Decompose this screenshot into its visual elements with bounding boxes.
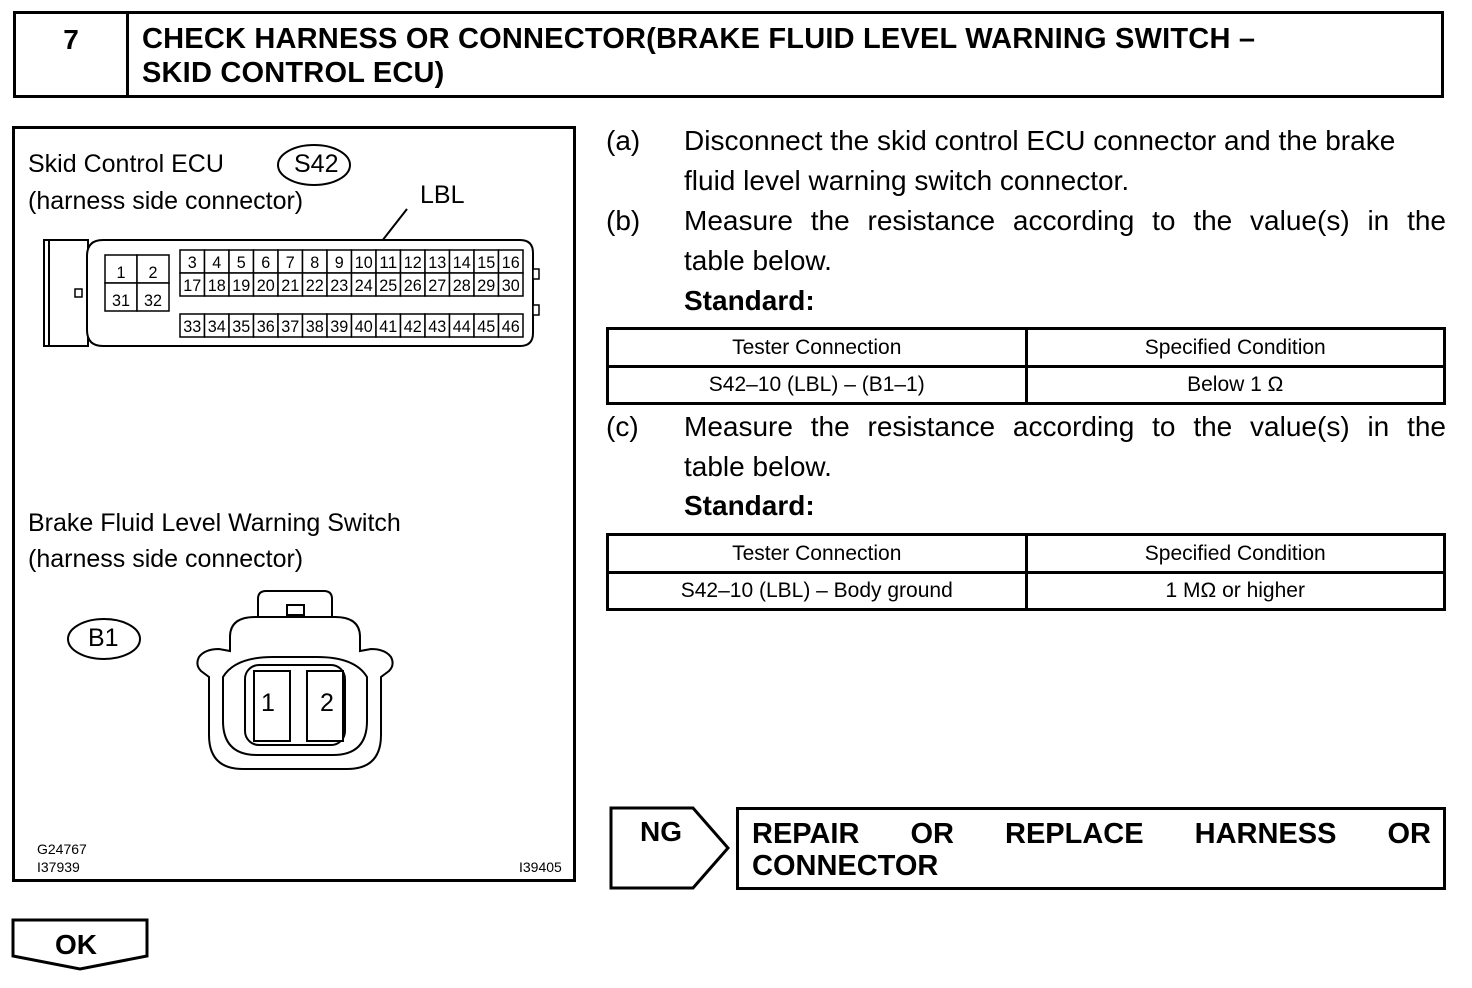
ecu-pin-45: 45 [477, 317, 496, 336]
ecu-pin-32: 32 [144, 291, 162, 310]
ecu-pin-12: 12 [403, 253, 422, 272]
ng-action-word-2: OR [910, 818, 954, 850]
ecu-pin-19: 19 [232, 276, 251, 295]
brake-switch-connector-shape [197, 591, 392, 769]
ecu-pin-23: 23 [330, 276, 349, 295]
ecu-harness-note: (harness side connector) [28, 187, 304, 215]
ecu-pin-37: 37 [281, 317, 300, 336]
step-c-line1: Measure the resistance according to the value(s) in the [684, 411, 1446, 442]
ecu-pin-6: 6 [261, 253, 271, 272]
ecu-pin-46: 46 [501, 317, 520, 336]
ref-code-i37939: I37939 [37, 859, 80, 875]
ng-action-word-4: HARNESS [1194, 818, 1337, 850]
table2-col2-header: Specified Condition [1026, 535, 1445, 573]
step-c-letter: (c) [606, 411, 639, 442]
ng-action-word-3: REPLACE [1005, 818, 1144, 850]
ng-action-word-1: REPAIR [752, 818, 860, 850]
step-b-line2: table below. [684, 245, 832, 276]
step-b-standard: Standard: [684, 285, 815, 316]
step-b-letter: (b) [606, 205, 641, 236]
step-a-line1: Disconnect the skid control ECU connector and the brake [684, 125, 1396, 156]
ecu-pin-17: 17 [183, 276, 202, 295]
step-title-line2: SKID CONTROL ECU) [142, 57, 445, 89]
switch-harness-note: (harness side connector) [28, 545, 304, 573]
ecu-pin-3: 3 [187, 253, 197, 272]
ecu-pin-1: 1 [116, 263, 126, 282]
ecu-pin-16: 16 [501, 253, 520, 272]
ecu-pin-21: 21 [281, 276, 300, 295]
switch-connector-code: B1 [88, 624, 119, 652]
connector-diagram [15, 129, 573, 879]
ecu-pin-5: 5 [236, 253, 246, 272]
ecu-pin-27: 27 [428, 276, 447, 295]
ecu-pin-13: 13 [428, 253, 447, 272]
ecu-pin-22: 22 [305, 276, 324, 295]
ecu-pin-39: 39 [330, 317, 349, 336]
ecu-pin-42: 42 [403, 317, 422, 336]
ecu-pin-11: 11 [379, 253, 398, 272]
spec-table-1 [606, 327, 1446, 405]
ecu-pin-35: 35 [232, 317, 251, 336]
ecu-pin-14: 14 [452, 253, 471, 272]
ng-action-word-5: OR [1387, 818, 1431, 850]
ecu-pin-26: 26 [403, 276, 422, 295]
ecu-pin-2: 2 [148, 263, 158, 282]
ecu-pin-8: 8 [310, 253, 320, 272]
ecu-pin-30: 30 [501, 276, 520, 295]
ok-label: OK [55, 929, 97, 960]
ng-action-line1 [752, 818, 1431, 850]
ecu-pin-43: 43 [428, 317, 447, 336]
ecu-pin-31: 31 [112, 291, 130, 310]
ecu-pin-29: 29 [477, 276, 496, 295]
ecu-pin-40: 40 [354, 317, 373, 336]
step-title-line1: CHECK HARNESS OR CONNECTOR(BRAKE FLUID LEVEL WARNING SWITCH – [142, 23, 1256, 55]
switch-pin-2: 2 [320, 689, 334, 717]
table2-row1-condition: 1 MΩ or higher [1026, 573, 1445, 610]
ecu-connector-code: S42 [294, 150, 339, 178]
ref-code-i39405: I39405 [519, 859, 562, 875]
table2-row1-connection: S42–10 (LBL) – Body ground [608, 573, 1027, 610]
switch-label: Brake Fluid Level Warning Switch [28, 509, 401, 537]
switch-pin-1: 1 [261, 689, 275, 717]
step-header [13, 11, 1444, 98]
ecu-pin-34: 34 [207, 317, 226, 336]
table1-col1-header: Tester Connection [608, 329, 1027, 367]
ecu-pin-24: 24 [354, 276, 373, 295]
connector-figure [12, 126, 576, 882]
ecu-pin-33: 33 [183, 317, 202, 336]
table1-row1-condition: Below 1 Ω [1026, 367, 1445, 404]
ecu-pin-18: 18 [207, 276, 226, 295]
table1-col2-header: Specified Condition [1026, 329, 1445, 367]
ecu-pin-15: 15 [477, 253, 496, 272]
table2-col1-header: Tester Connection [608, 535, 1027, 573]
ecu-pin-20: 20 [256, 276, 275, 295]
ecu-label: Skid Control ECU [28, 150, 224, 178]
ng-action-line2: CONNECTOR [752, 850, 939, 882]
spec-table-2 [606, 533, 1446, 611]
step-title [129, 14, 1441, 95]
table1-row1-connection: S42–10 (LBL) – (B1–1) [608, 367, 1027, 404]
ecu-pin-9: 9 [334, 253, 344, 272]
step-c-standard: Standard: [684, 490, 815, 521]
step-b-line1: Measure the resistance according to the value(s) in the [684, 205, 1446, 236]
ref-code-g24767: G24767 [37, 841, 87, 857]
ecu-pin-41: 41 [379, 317, 398, 336]
ecu-pin-4: 4 [212, 253, 222, 272]
ng-label: NG [640, 816, 682, 847]
step-a-letter: (a) [606, 125, 641, 156]
step-c-line2: table below. [684, 451, 832, 482]
ecu-pin-44: 44 [452, 317, 471, 336]
ecu-pin-36: 36 [256, 317, 275, 336]
ecu-pin-38: 38 [305, 317, 324, 336]
step-number: 7 [16, 14, 129, 95]
ecu-pin-25: 25 [379, 276, 398, 295]
step-a-line2: fluid level warning switch connector. [684, 165, 1130, 196]
ng-action-box [736, 807, 1446, 890]
ecu-pin-10: 10 [354, 253, 373, 272]
wire-label-lbl: LBL [420, 181, 465, 209]
ecu-pin-7: 7 [285, 253, 295, 272]
ecu-pin-28: 28 [452, 276, 471, 295]
